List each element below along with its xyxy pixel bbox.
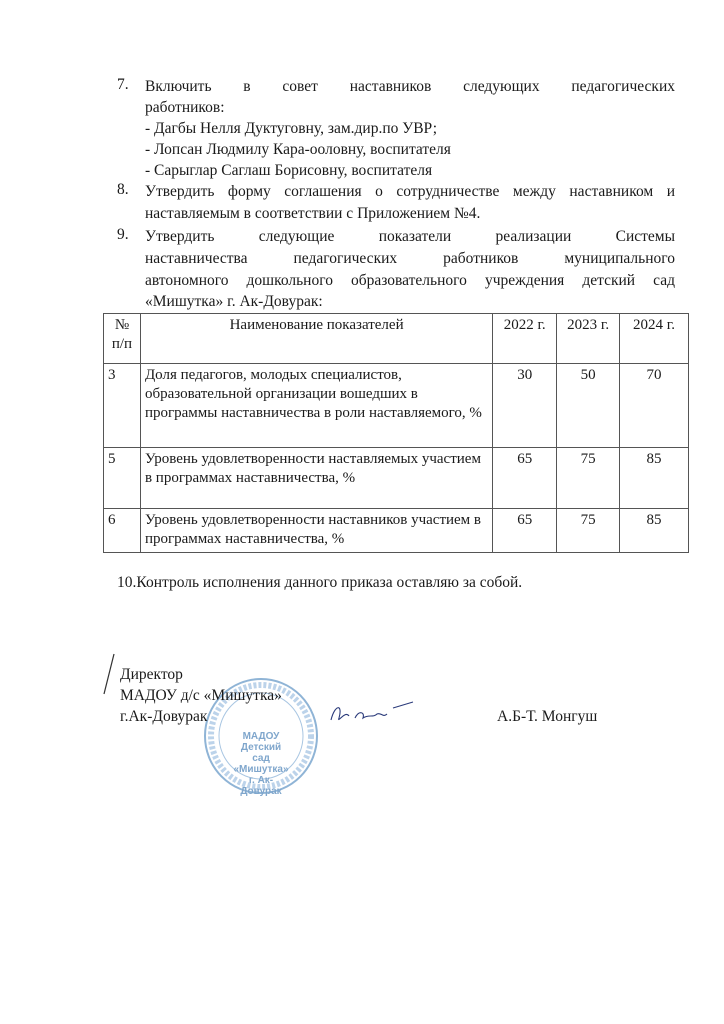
item-8-number: 8.	[117, 181, 129, 198]
table-row	[104, 448, 689, 509]
table-row	[104, 509, 689, 553]
row-2023: 75	[557, 448, 620, 509]
table-header-row	[104, 314, 689, 364]
item-7-number: 7.	[117, 76, 129, 93]
header-2022: 2022 г.	[493, 314, 557, 364]
row-2024: 85	[620, 448, 689, 509]
header-no: № п/п	[104, 314, 141, 364]
row-no: 3	[104, 364, 141, 448]
row-2023: 50	[557, 364, 620, 448]
table-row	[104, 364, 689, 448]
signature-title: Директор	[120, 666, 183, 683]
row-2022: 65	[493, 448, 557, 509]
signature-org: МАДОУ д/с «Мишутка»	[120, 687, 282, 704]
row-2022: 30	[493, 364, 557, 448]
item-9-number: 9.	[117, 226, 129, 243]
handwritten-signature	[325, 700, 420, 728]
item-9-line4: «Мишутка» г. Ак-Довурак:	[145, 293, 323, 310]
header-name: Наименование показателей	[140, 314, 492, 364]
item-9-line1: Утвердить следующие показатели реализации Системы	[145, 228, 675, 245]
signature-slash	[100, 652, 120, 697]
row-2023: 75	[557, 509, 620, 553]
item-10: 10.Контроль исполнения данного приказа оставляю за собой.	[117, 574, 523, 591]
signature-city: г.Ак-Довурак	[120, 708, 208, 725]
member-3: - Сарыглар Саглаш Борисовну, воспитателя	[145, 162, 433, 179]
header-2024: 2024 г.	[620, 314, 689, 364]
row-2024: 85	[620, 509, 689, 553]
signature-name: А.Б-Т. Монгуш	[497, 708, 598, 725]
indicators-table	[103, 313, 689, 553]
item-9-line3: автономного дошкольного образовательного учреждения детский сад	[145, 272, 675, 289]
item-9-line2: наставничества педагогических работников муниципального	[145, 250, 675, 267]
row-2024: 70	[620, 364, 689, 448]
item-8-line1: Утвердить форму соглашения о сотрудничестве между наставником и	[145, 183, 675, 200]
member-2: - Лопсан Людмилу Кара-ооловну, воспитателя	[145, 141, 451, 158]
member-1: - Дагбы Нелля Дуктуговну, зам.дир.по УВР;	[145, 120, 438, 137]
item-8-line2: наставляемым в соответствии с Приложением №4.	[145, 205, 481, 222]
row-no: 6	[104, 509, 141, 553]
row-name: Уровень удовлетворенности наставляемых участием в программах наставничества, %	[140, 448, 492, 509]
header-2023: 2023 г.	[557, 314, 620, 364]
row-name: Уровень удовлетворенности наставников участием в программах наставничества, %	[140, 509, 492, 553]
item-7-line2: работников:	[145, 99, 225, 116]
row-name: Доля педагогов, молодых специалистов, образовательной организации вошедших в программы наставничества в роли наставляемого, %	[140, 364, 492, 448]
stamp-text: МАДОУ Детский сад «Мишутка» г. Ак-Довурак	[233, 731, 289, 797]
row-2022: 65	[493, 509, 557, 553]
row-no: 5	[104, 448, 141, 509]
item-7-line1: Включить в совет наставников следующих педагогических	[145, 78, 675, 95]
